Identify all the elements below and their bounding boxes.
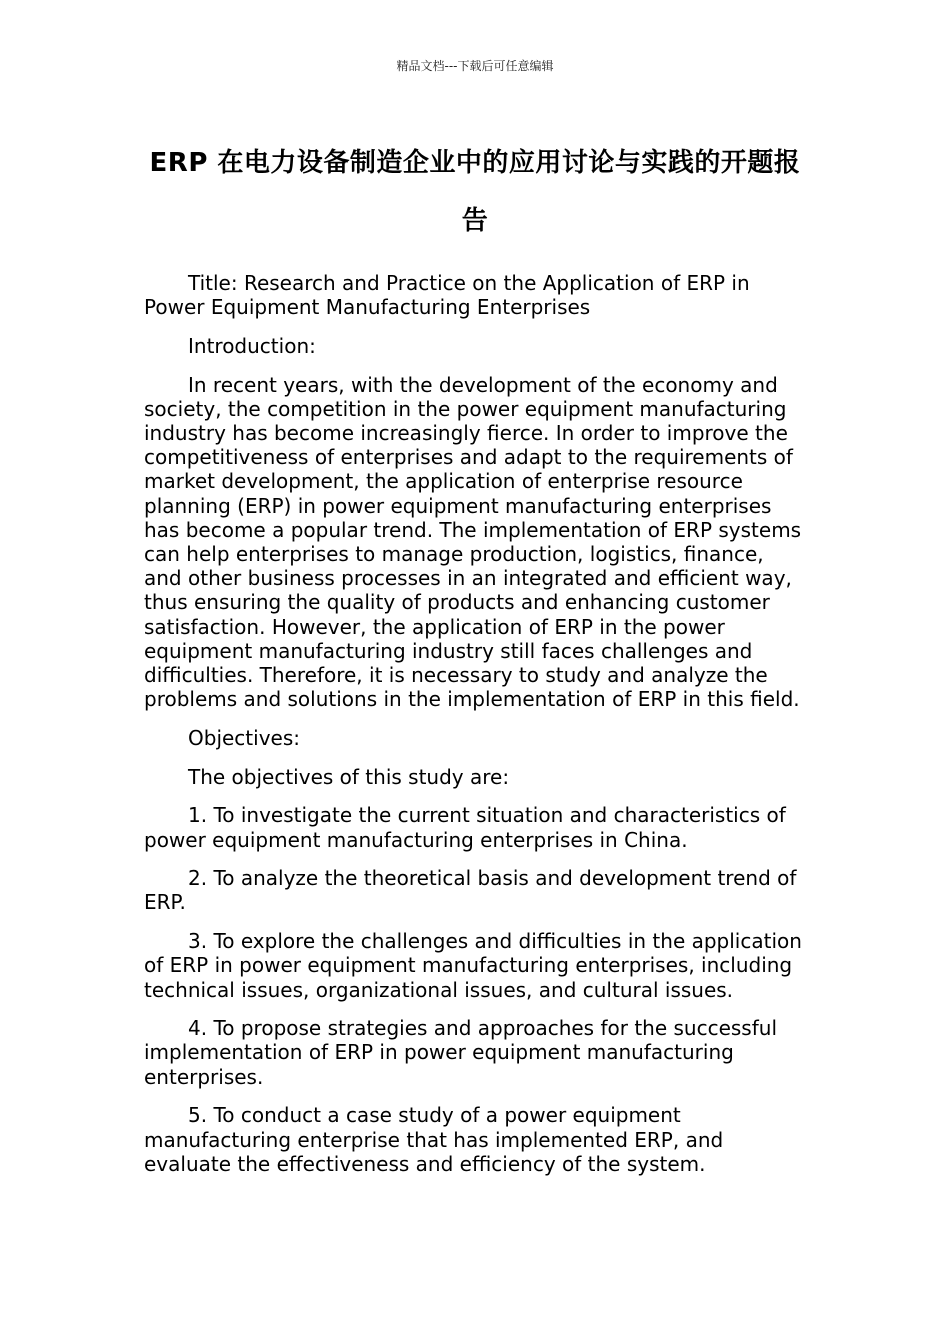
paragraph-objectives-intro: The objectives of this study are: bbox=[188, 764, 510, 789]
paragraph-objectives-heading: Objectives: bbox=[188, 725, 300, 750]
paragraph-introduction-body: In recent years, with the development of the economy and society, the competition in the power equipment manufacturing industry has become increasingly fierce. In order to improve the competitiveness of enterprises and adapt to the requirements of market development, the application of enterprise resource planning (ERP) in power equipment manufacturing enterprises has become a popular trend. The implementation of ERP systems can help enterprises to manage production, logistics, finance, and other business processes in an integrated and efficient way, thus ensuring the quality of products and enhancing customer satisfaction. However, the application of ERP in the power equipment manufacturing industry still faces challenges and difficulties. Therefore, it is necessary to study and analyze the problems and solutions in the implementation of ERP in this field. bbox=[144, 372, 802, 712]
objective-item-4: 4. To propose strategies and approaches for the successful implementation of ERP in power equipment manufacturing enterprises. bbox=[144, 1016, 778, 1089]
header-note: 精品文档---下载后可任意编辑 bbox=[396, 59, 554, 73]
objective-item-5: 5. To conduct a case study of a power equipment manufacturing enterprise that has implemented ERP, and evaluate the effectiveness and efficiency of the system. bbox=[144, 1103, 724, 1176]
paragraph-title-line: Title: Research and Practice on the Application of ERP in Power Equipment Manufacturing Enterprises bbox=[144, 271, 750, 320]
objective-item-2: 2. To analyze the theoretical basis and development trend of ERP. bbox=[144, 866, 797, 915]
objective-item-1: 1. To investigate the current situation and characteristics of power equipment manufacturing enterprises in China. bbox=[144, 803, 786, 852]
objective-item-3: 3. To explore the challenges and difficulties in the application of ERP in power equipment manufacturing enterprises, including technical issues, organizational issues, and cultural issues. bbox=[144, 929, 802, 1002]
paragraph-introduction-heading: Introduction: bbox=[188, 333, 316, 358]
document-title: ERP 在电力设备制造企业中的应用讨论与实践的开题报告 bbox=[149, 148, 801, 236]
document-body bbox=[144, 271, 806, 1191]
